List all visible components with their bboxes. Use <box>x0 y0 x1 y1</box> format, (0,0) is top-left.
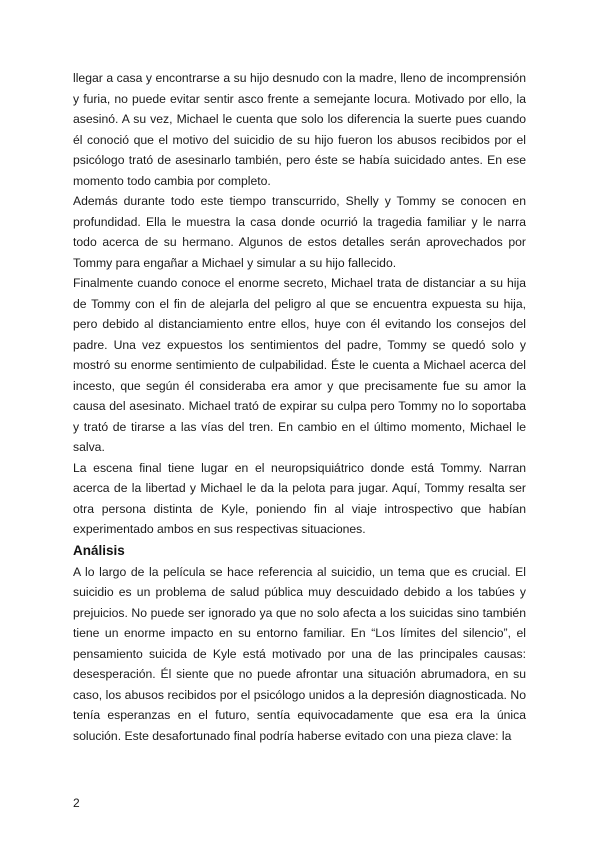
body-paragraph-1: llegar a casa y encontrarse a su hijo desnudo con la madre, lleno de incomprensión y furia, no puede evitar sentir asco frente a semejante locura. Motivado por ello, la asesinó. A su vez, Michael le cuenta que solo los diferencia la suerte pues cuando él conoció que el motivo del suicidio de su hijo fueron los abusos recibidos por el psicólogo trató de asesinarlo también, pero éste se había suicidado antes. En ese momento todo cambia por completo. <box>73 71 526 188</box>
body-paragraph-5: A lo largo de la película se hace referencia al suicidio, un tema que es crucial. El suicidio es un problema de salud pública muy descuidado debido a los tabúes y prejuicios. No puede ser ignorado ya que no solo afecta a los suicidas sino también tiene un enorme impacto en su entorno familiar. En “Los límites del silencio”, el pensamiento suicida de Kyle está motivado por una de las principales causas: desesperación. Él siente que no puede afrontar una situación abrumadora, en su caso, los abusos recibidos por el psicólogo unidos a la depresión diagnosticada. No tenía esperanzas en el futuro, sentía equivocadamente que esa era la única solución. Este desafortunado final podría haberse evitado con una pieza clave: la <box>73 564 526 743</box>
body-paragraph-3: Finalmente cuando conoce el enorme secreto, Michael trata de distanciar a su hija de Tommy con el fin de alejarla del peligro al que se encuentra expuesta su hija, pero debido al distanciamiento entre ellos, huye con él evitando los consejos del padre. Una vez expuestos los sentimientos del padre, Tommy se quedó solo y mostró su enorme sentimiento de culpabilidad. Éste le cuenta a Michael acerca del incesto, que según él consideraba era amor y que precisamente fue su amor la causa del asesinato. Michael trató de expirar su culpa pero Tommy no lo soportaba y trató de tirarse a las vías del tren. En cambio en el último momento, Michael le salva. <box>73 276 526 454</box>
body-paragraph-4: La escena final tiene lugar en el neuropsiquiátrico donde está Tommy. Narran acerca de la libertad y Michael le da la pelota para jugar. Aquí, Tommy resalta ser otra persona distinta de Kyle, poniendo fin al viaje introspectivo que habían experimentado ambos en sus respectivas situaciones. <box>73 460 526 536</box>
page-number: 2 <box>73 796 80 810</box>
section-heading: Análisis <box>73 542 125 558</box>
body-paragraph-2: Además durante todo este tiempo transcurrido, Shelly y Tommy se conocen en profundidad. Ella le muestra la casa donde ocurrió la tragedia familiar y le narra todo acerca de su hermano. Algunos de estos detalles serán aprovechados por Tommy para engañar a Michael y simular a su hijo fallecido. <box>73 194 526 270</box>
page-body <box>73 68 526 746</box>
